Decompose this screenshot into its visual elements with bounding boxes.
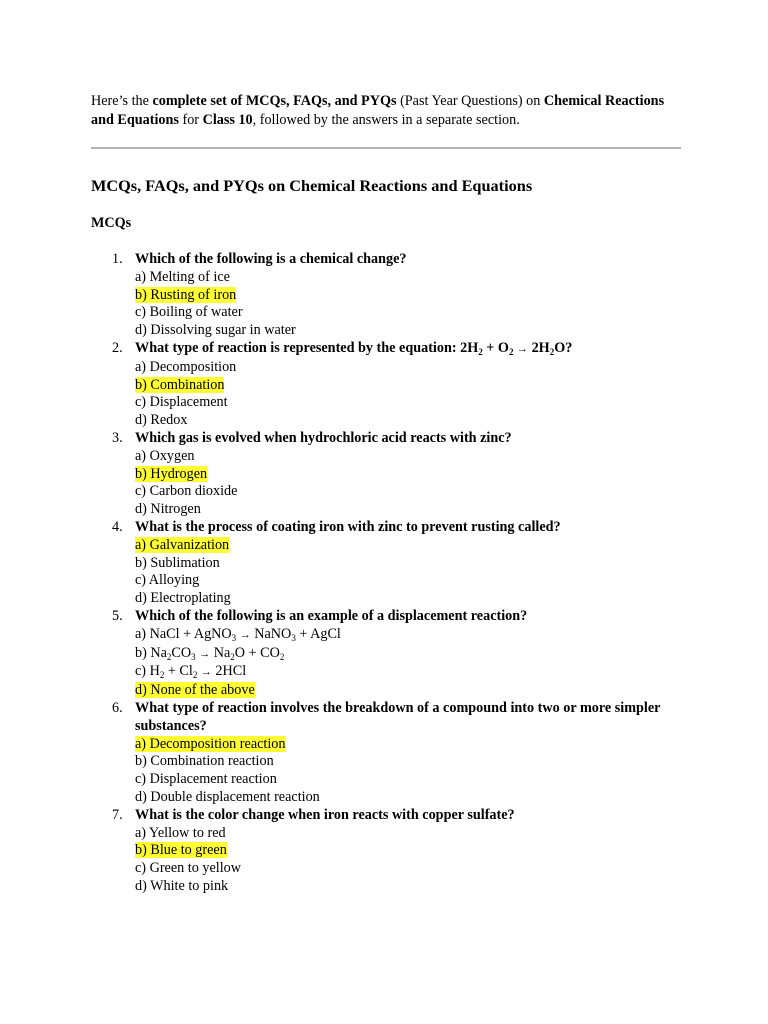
intro-text-1: Here’s the xyxy=(91,93,153,109)
question-number: 3. xyxy=(112,429,123,446)
answer-option: a) Decomposition xyxy=(135,358,237,375)
intro-text-4: , followed by the answers in a separate section. xyxy=(252,112,520,128)
intro-text-2: (Past Year Questions) on xyxy=(396,93,544,109)
answer-option: d) White to pink xyxy=(135,877,229,894)
question-list xyxy=(91,251,681,896)
answer-highlight: b) Rusting of iron xyxy=(135,286,237,303)
question-text: What is the process of coating iron with zinc to prevent rusting called? xyxy=(135,518,561,535)
answer-option: d) Electroplating xyxy=(135,590,231,607)
answer-highlight: b) Hydrogen xyxy=(135,465,208,482)
answer-option-highlighted xyxy=(135,842,681,860)
answer-option-highlighted xyxy=(135,377,681,395)
question-item xyxy=(91,519,681,608)
question-item xyxy=(91,700,681,807)
answer-highlight: a) Decomposition reaction xyxy=(135,735,286,752)
question-text: Which of the following is an example of a displacement reaction? xyxy=(135,607,528,624)
answer-option: a) NaCl + AgNO$_3$ → NaNO$_3$ + AgCl xyxy=(135,625,341,643)
intro-bold-3: Class 10 xyxy=(202,112,253,128)
page-title: MCQs, FAQs, and PYQs on Chemical Reactions and Equations xyxy=(91,176,533,195)
question-number: 1. xyxy=(112,251,123,267)
question-text: What type of reaction is represented by the equation: $2H_2 + O_2 \to 2H_2O$? xyxy=(135,339,573,357)
answer-option: c) Green to yellow xyxy=(135,860,241,877)
answer-option: d) Nitrogen xyxy=(135,501,201,518)
answer-highlight: a) Galvanization xyxy=(135,536,230,553)
answer-option-highlighted xyxy=(135,682,681,700)
intro-text-3: for xyxy=(178,112,203,128)
question-number: 6. xyxy=(112,699,123,716)
answer-option: b) Combination reaction xyxy=(135,753,274,770)
question-text: Which gas is evolved when hydrochloric acid reacts with zinc? xyxy=(135,429,512,446)
answer-option: d) Redox xyxy=(135,412,188,429)
document-page xyxy=(91,92,681,896)
horizontal-divider xyxy=(91,147,681,149)
question-item xyxy=(91,430,681,519)
answer-option: d) Dissolving sugar in water xyxy=(135,322,296,339)
question-number: 5. xyxy=(112,607,123,624)
answer-option: a) Oxygen xyxy=(135,447,195,464)
answer-option: b) $Na_2CO_3 \to Na_2O + CO_2$ xyxy=(135,644,285,662)
answer-option: c) $H_2 + Cl_2 \to 2HCl$ xyxy=(135,663,247,681)
intro-paragraph xyxy=(91,92,681,130)
question-item xyxy=(91,608,681,700)
answer-option-highlighted xyxy=(135,287,681,305)
question-text: Which of the following is a chemical change? xyxy=(135,251,407,267)
question-text: What type of reaction involves the breakdown of a compound into two or more simpler substances? xyxy=(135,699,661,734)
answer-option: b) Sublimation xyxy=(135,554,220,571)
answer-option: a) Yellow to red xyxy=(135,824,226,841)
answer-option: a) Melting of ice xyxy=(135,268,230,285)
answer-option: c) Displacement xyxy=(135,394,228,411)
question-item xyxy=(91,251,681,340)
question-item xyxy=(91,807,681,896)
answer-option: c) Displacement reaction xyxy=(135,771,277,788)
answer-option-highlighted xyxy=(135,537,681,555)
answer-option: c) Alloying xyxy=(135,572,200,589)
question-number: 2. xyxy=(112,339,123,356)
answer-option-highlighted xyxy=(135,736,681,754)
answer-option: c) Boiling of water xyxy=(135,304,243,321)
intro-bold-1: complete set of MCQs, FAQs, and PYQs xyxy=(152,93,397,109)
question-item xyxy=(91,340,681,430)
answer-highlight: d) None of the above xyxy=(135,682,255,699)
section-heading-mcqs: MCQs xyxy=(91,215,132,231)
question-number: 4. xyxy=(112,518,123,535)
intro-bold-2: Chemical Reactions and Equations xyxy=(91,93,665,128)
answer-option: c) Carbon dioxide xyxy=(135,483,238,500)
answer-highlight: b) Combination xyxy=(135,376,225,393)
answer-option-highlighted xyxy=(135,466,681,484)
question-text: What is the color change when iron reacts with copper sulfate? xyxy=(135,806,515,823)
question-number: 7. xyxy=(112,806,123,823)
answer-highlight: b) Blue to green xyxy=(135,842,227,859)
answer-option: d) Double displacement reaction xyxy=(135,788,320,805)
